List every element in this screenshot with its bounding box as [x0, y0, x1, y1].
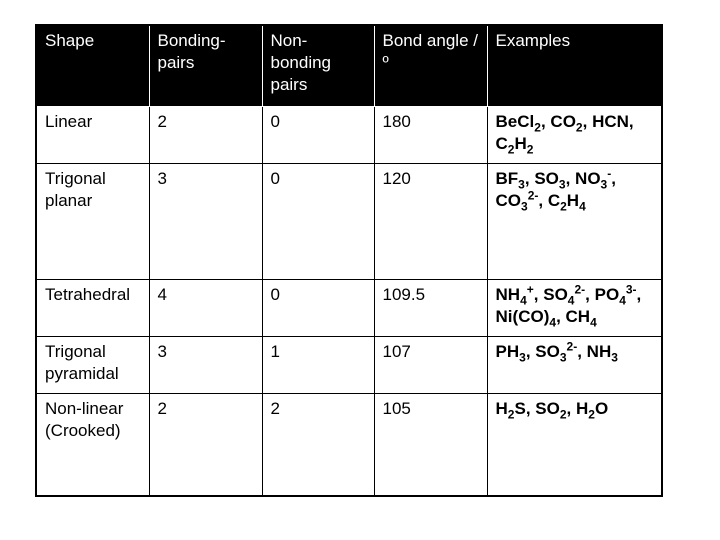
cell-nonbonding-pairs: 2	[262, 393, 374, 496]
cell-shape: Trigonal pyramidal	[36, 336, 149, 393]
chemical-formula: $BF_3$	[495, 168, 525, 191]
table-row	[36, 279, 662, 336]
cell-examples: $H_2S$, $SO_2$, $H_2O$	[487, 393, 662, 496]
chemical-formula: $H_2S$	[495, 398, 526, 421]
cell-bonding-pairs: 2	[149, 106, 262, 163]
cell-shape: Non-linear (Crooked)	[36, 393, 149, 496]
header-shape: Shape	[36, 25, 149, 106]
chemical-formula: HCN	[592, 111, 629, 131]
cell-nonbonding-pairs: 0	[262, 279, 374, 336]
cell-bond-angle: 180	[374, 106, 487, 163]
cell-bonding-pairs: 3	[149, 336, 262, 393]
chemical-formula: $SO_2$	[535, 398, 567, 421]
table-row	[36, 106, 662, 163]
chemical-formula: $NH_4^+$	[495, 281, 534, 307]
cell-examples: $BF_3$, $SO_3$, $NO_3^-$, $CO_3^{2-}$, $C_2H_4$	[487, 163, 662, 279]
header-bonding-pairs: Bonding-pairs	[149, 25, 262, 106]
chemical-formula: $NO_3^-$	[575, 165, 612, 191]
cell-nonbonding-pairs: 0	[262, 163, 374, 279]
cell-examples: $NH_4^+$, $SO_4^{2-}$, $PO_4^{3-}$, $Ni(CO)_4$, $CH_4$	[487, 279, 662, 336]
table-row	[36, 393, 662, 496]
chemical-formula: $Ni(CO)_4$	[495, 306, 557, 329]
table-row	[36, 163, 662, 279]
cell-examples: BeCl$_2$, $CO_2$, HCN, $C_2H_2$	[487, 106, 662, 163]
chemical-formula: BeCl$_2$	[495, 111, 541, 134]
chemical-formula: $C_2H_2$	[495, 133, 534, 156]
chemical-formula: $SO_3^{2-}$	[535, 338, 578, 364]
cell-bond-angle: 120	[374, 163, 487, 279]
chemical-formula: $H_2O$	[575, 398, 609, 421]
cell-shape: Tetrahedral	[36, 279, 149, 336]
cell-examples: $PH_3$, $SO_3^{2-}$, $NH_3$	[487, 336, 662, 393]
chemical-formula: $SO_3$	[534, 168, 566, 191]
chemical-formula: $PH_3$	[495, 341, 526, 364]
chemical-formula: $PO_4^{3-}$	[594, 281, 637, 307]
header-nonbonding-pairs: Non-bonding pairs	[262, 25, 374, 106]
header-examples: Examples	[487, 25, 662, 106]
chemical-formula: $SO_4^{2-}$	[543, 281, 586, 307]
cell-bonding-pairs: 4	[149, 279, 262, 336]
chemical-formula: $C_2H_4$	[547, 190, 586, 213]
chemical-formula: $NH_3$	[586, 341, 618, 364]
cell-nonbonding-pairs: 0	[262, 106, 374, 163]
table-row	[36, 336, 662, 393]
cell-shape: Linear	[36, 106, 149, 163]
cell-bond-angle: 109.5	[374, 279, 487, 336]
header-row	[36, 25, 662, 106]
cell-bond-angle: 107	[374, 336, 487, 393]
cell-nonbonding-pairs: 1	[262, 336, 374, 393]
cell-shape: Trigonal planar	[36, 163, 149, 279]
cell-bonding-pairs: 2	[149, 393, 262, 496]
header-bond-angle: Bond angle /º	[374, 25, 487, 106]
cell-bond-angle: 105	[374, 393, 487, 496]
cell-bonding-pairs: 3	[149, 163, 262, 279]
chemical-formula: $CH_4$	[565, 306, 597, 329]
chemical-formula: $CO_3^{2-}$	[495, 187, 539, 213]
chemical-formula: $CO_2$	[550, 111, 583, 134]
vsepr-shapes-table	[35, 24, 663, 497]
